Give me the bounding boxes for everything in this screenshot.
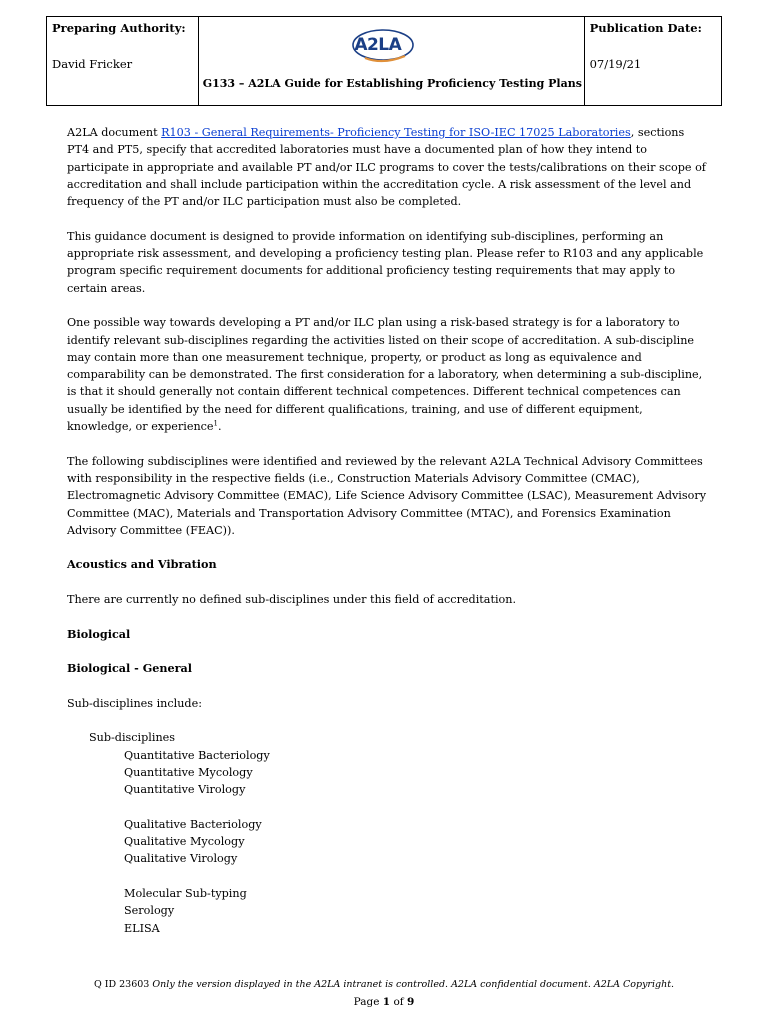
list-item: Quantitative Mycology [124, 765, 253, 779]
document-title: G133 – A2LA Guide for Establishing Proficiency Testing Plans [202, 77, 582, 90]
publication-date-cell [584, 17, 721, 106]
page-word: Page [353, 996, 380, 1008]
list-title: Sub-disciplines [89, 731, 176, 745]
r103-link[interactable]: R103 - General Requirements- Proficiency Testing for ISO-IEC 17025 Laboratories [161, 126, 631, 139]
footnote-ref[interactable]: 1 [213, 419, 219, 428]
a2la-logo-text: A2LA [354, 35, 402, 55]
page-current: 1 [382, 996, 391, 1008]
intro-suffix: , sections PT4 and PT5, specify that accredited laboratories must have a documented plan of how they intend to participate in appropriate and available PT and/or ILC programs to cover the tests/calibrations on their scope of accreditation and shall include participation within the accreditation cycle. A risk assessment of the level and frequency of the PT and/or ILC participation must also be completed. [67, 126, 706, 209]
strategy-end: . [218, 420, 222, 434]
list-group-molecular [67, 885, 707, 937]
list-item: Qualitative Mycology [124, 835, 245, 849]
list-item: Serology [124, 904, 175, 918]
strategy-text: One possible way towards developing a PT and/or ILC plan using a risk-based strategy is for a laboratory to identify relevant sub-disciplines regarding the activities listed on their scope of accreditation. A sub-discipline may contain more than one measurement technique, property, or product as long as equivalence and comparability can be demonstrated. The first consideration for a laboratory, when determining a sub-discipline, is that it should generally not contain different technical competences. Different technical competences can usually be identified by the need for different qualifications, training, and use of different equipment, knowledge, or experience [67, 316, 703, 434]
list-item: Qualitative Virology [124, 852, 238, 866]
list-item: Quantitative Virology [124, 783, 246, 797]
publication-date-value: 07/19/21 [589, 57, 642, 71]
intro-prefix: A2LA document [67, 126, 162, 139]
list-item: Molecular Sub-typing [124, 887, 247, 901]
paragraph-strategy [67, 314, 707, 435]
list-item: Qualitative Bacteriology [124, 817, 262, 831]
heading-biological-general: Biological - General [67, 661, 193, 676]
paragraph-acoustics: There are currently no defined sub-disciplines under this field of accreditation. [67, 593, 517, 607]
paragraph-guidance: This guidance document is designed to provide information on identifying sub-disciplines, performing an appropriate risk assessment, and developing a proficiency testing plan. Please refer to R103 and any applicable program specific requirement documents for additional proficiency testing requirements that may apply to certain areas. [67, 229, 704, 295]
document-body [67, 124, 707, 937]
title-cell [199, 17, 584, 106]
list-item: Quantitative Bacteriology [124, 748, 270, 762]
document-header [46, 16, 722, 106]
heading-acoustics: Acoustics and Vibration [67, 557, 217, 572]
list-group-quantitative [67, 747, 707, 799]
paragraph-subdisciplines: The following subdisciplines were identified and reviewed by the relevant A2LA Technical Advisory Committees with responsibility in the respective fields (i.e., Construction Materials Advisory Committee (CMAC), Electromagnetic Advisory Committee (EMAC), Life Science Advisory Committee (LSAC), Measurement Advisory Committee (MAC), Materials and Transportation Advisory Committee (MTAC), and Forensics Examination Advisory Committee (FEAC)). [67, 454, 707, 537]
a2la-logo [347, 25, 417, 65]
footer-disclaimer: Only the version displayed in the A2LA intranet is controlled. A2LA confidential document. A2LA Copyright. [152, 979, 675, 990]
list-item: ELISA [124, 921, 160, 935]
paragraph-sub-include: Sub-disciplines include: [67, 696, 202, 710]
preparing-authority-label: Preparing Authority: [52, 21, 186, 35]
heading-biological: Biological [67, 626, 131, 641]
publication-date-label: Publication Date: [589, 21, 702, 35]
preparing-authority-value: David Fricker [52, 57, 133, 71]
footer-qid: Q ID 23603 [93, 979, 150, 990]
page-number [0, 996, 768, 1008]
list-group-qualitative [67, 816, 707, 868]
page-total: 9 [407, 996, 415, 1008]
paragraph-intro [67, 124, 707, 210]
footer-note [0, 979, 768, 990]
page-of: of [393, 996, 404, 1008]
preparing-authority-cell [47, 17, 199, 106]
